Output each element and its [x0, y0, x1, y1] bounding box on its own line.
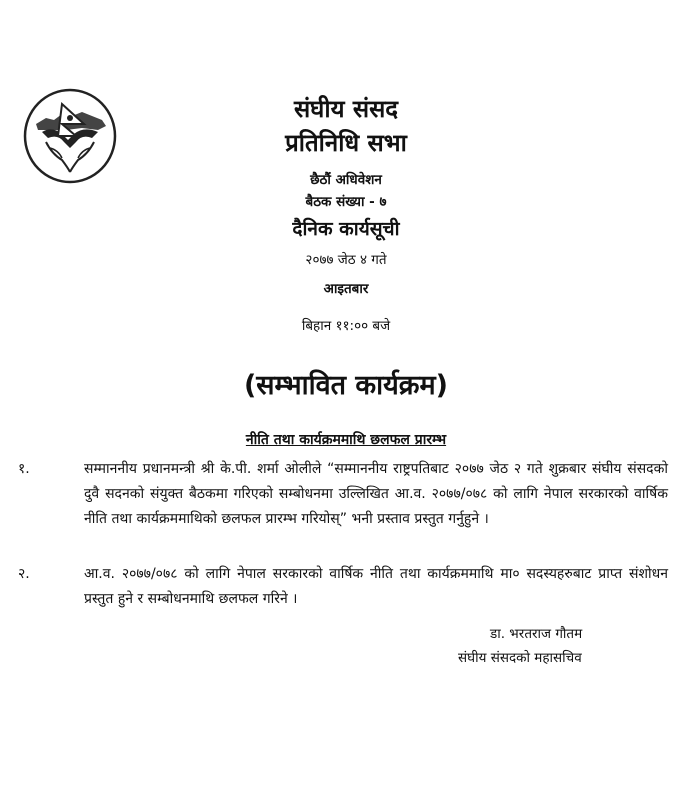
item-text: सम्माननीय प्रधानमन्त्री श्री के.पी. शर्मा ओलीले “सम्माननीय राष्ट्रपतिबाट २०७७ जेठ २ गते शुक्रबार संघीय संसदको दुवै सदनको संयुक्त बैठकमा गरिएको सम्बोधनमा उल्लिखित आ.व. २०७७/०७८ को लागि नेपाल सरकारको वार्षिक नीति तथा कार्यक्रममाथिको छलफल प्रारम्भ गरियोस्” भनी प्रस्ताव प्रस्तुत गर्नुहुने । — [84, 461, 668, 527]
house-title: प्रतिनिधि सभा — [285, 129, 407, 157]
time-label: बिहान ११:०० बजे — [301, 318, 391, 334]
agenda-title: दैनिक कार्यसूची — [292, 218, 400, 240]
item-text: आ.व. २०७७/०७८ को लागि नेपाल सरकारको वार्षिक नीति तथा कार्यक्रममाथि मा० सदस्यहरुबाट प्राप्त संशोधन प्रस्तुत हुने र सम्बोधनमाथि छलफल गरिने । — [84, 566, 668, 607]
signatory-name: डा. भरतराज गौतम — [490, 626, 583, 642]
session-label: छैठौं अधिवेशन — [310, 172, 382, 188]
section-heading: नीति तथा कार्यक्रममाथि छलफल प्रारम्भ — [245, 432, 447, 448]
signatory-title: संघीय संसदको महासचिव — [458, 650, 582, 666]
item-number: २. — [18, 566, 30, 582]
program-title: (सम्भावित कार्यक्रम) — [243, 370, 449, 401]
agenda-item — [18, 562, 668, 612]
parliament-title: संघीय संसद — [293, 95, 399, 123]
day-label: आइतबार — [323, 281, 369, 297]
agenda-item — [18, 457, 668, 557]
item-number: १. — [18, 461, 30, 477]
date-label: २०७७ जेठ ४ गते — [305, 252, 387, 268]
meeting-number: बैठक संख्या - ७ — [305, 194, 387, 210]
